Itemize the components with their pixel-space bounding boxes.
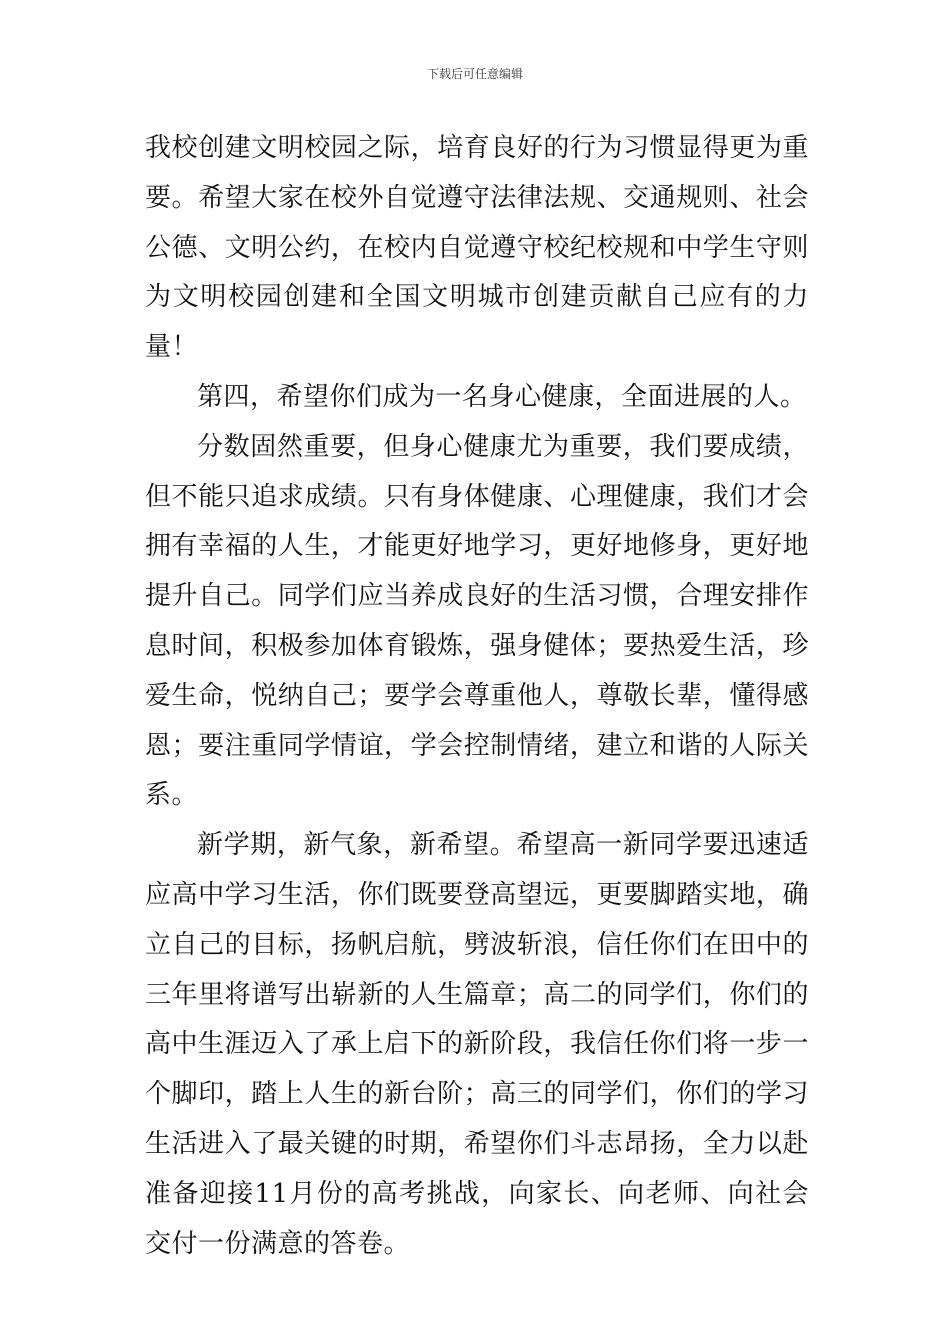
paragraph-point-four: 第四，希望你们成为一名身心健康，全面进展的人。 <box>197 381 807 412</box>
paragraph-continuation: 我校创建文明校园之际，培育良好的行为习惯显得更为重要。希望大家在校外自觉遵守法律法规、交通规则、社会公德、文明公约，在校内自觉遵守校纪校规和中学生守则为文明校园创建和全国文明城市创建贡献自己应有的力量！ <box>145 133 809 363</box>
document-body <box>145 124 809 1269</box>
paragraph-health: 分数固然重要，但身心健康尤为重要，我们要成绩，但不能只追求成绩。只有身体健康、心理健康，我们才会拥有幸福的人生，才能更好地学习，更好地修身，更好地提升自己。同学们应当养成良好的生活习惯，合理安排作息时间，积极参加体育锻炼，强身健体；要热爱生活，珍爱生命，悦纳自己；要学会尊重他人，尊敬长辈，懂得感恩；要注重同学情谊，学会控制情绪，建立和谐的人际关系。 <box>145 431 809 811</box>
paragraph-new-semester: 新学期，新气象，新希望。希望高一新同学要迅速适应高中学习生活，你们既要登高望远，更要脚踏实地，确立自己的目标，扬帆启航，劈波斩浪，信任你们在田中的三年里将谱写出崭新的人生篇章；高二的同学们，你们的高中生涯迈入了承上启下的新阶段，我信任你们将一步一个脚印，踏上人生的新台阶；高三的同学们，你们的学习生活进入了最关键的时期，希望你们斗志昂扬，全力以赴准备迎接11月份的高考挑战，向家长、向老师、向社会交付一份满意的答卷。 <box>145 830 809 1259</box>
page-header: 下载后可任意编辑 <box>426 67 523 81</box>
